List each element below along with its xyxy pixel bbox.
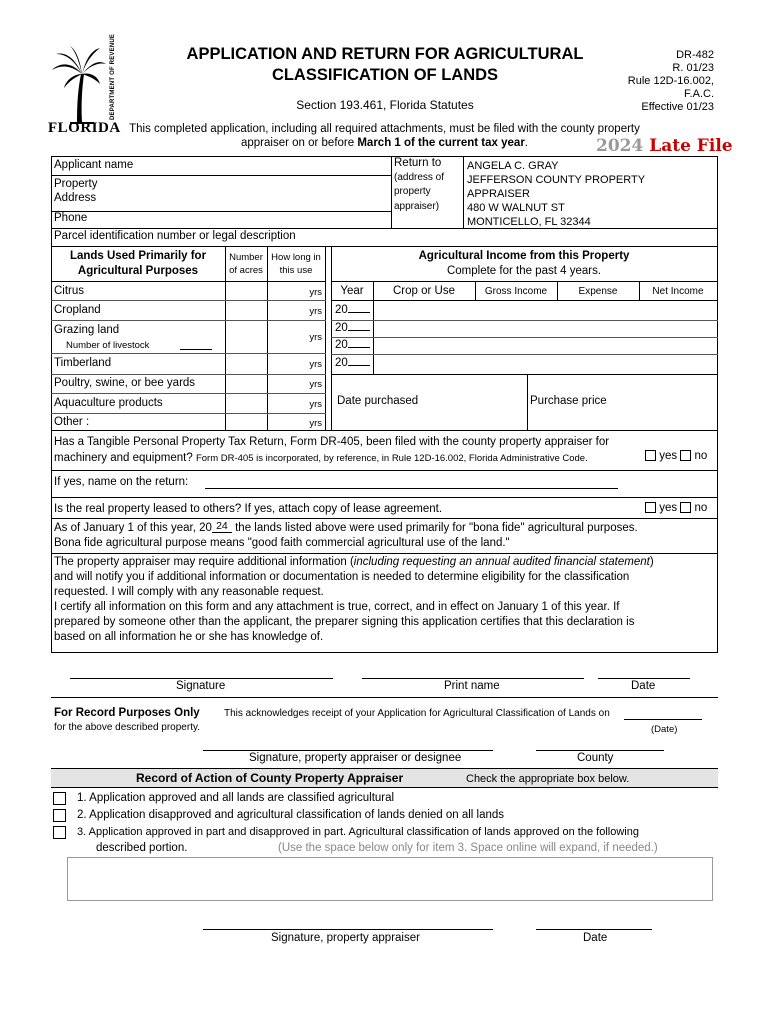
appraiser-address-block: ANGELA C. GRAY JEFFERSON COUNTY PROPERTY APPRAISER 480 W WALNUT ST MONTICELLO, FL 32344	[467, 160, 646, 228]
year-field[interactable]: 24	[212, 520, 232, 533]
divider	[51, 553, 718, 554]
bona-fide-definition: Bona fide agricultural purpose means "good faith commercial agricultural use of the land."	[54, 537, 510, 549]
dept-vertical-text: DEPARTMENT OF REVENUE	[110, 33, 116, 120]
leased-question: Is the real property leased to others? If yes, attach copy of lease agreement.	[54, 503, 443, 515]
return-to-note: appraiser)	[394, 201, 440, 212]
receipt-date-line[interactable]	[624, 719, 702, 720]
partial-approval-checkbox[interactable]	[53, 826, 66, 839]
divider	[51, 430, 718, 431]
receipt-date-label: (Date)	[651, 724, 678, 735]
county-label: County	[577, 752, 614, 764]
divider	[331, 320, 718, 321]
divider	[51, 246, 718, 247]
divider	[639, 281, 640, 301]
signature-line[interactable]	[70, 678, 333, 679]
final-signature-line[interactable]	[203, 929, 493, 930]
leased-options[interactable]: yes no	[645, 502, 707, 514]
livestock-field[interactable]	[180, 349, 212, 350]
certification-text: The property appraiser may require additional information (including requesting an annual audited financial statement) and will notify you if additional information or documentation is needed to determine eligibility for the classification requested. I will comply with any reasonable request. I certify all information on this form and any attachment is true, correct, and in effect on January 1 of this year. If prepared by someone other than the applicant, the preparer signing this application certifies that this declaration is based on all information he or she has knowledge of.	[54, 556, 654, 643]
signature-label: Signature	[176, 680, 226, 692]
action-item-2: 2. Application disapproved and agricultural classification of lands denied on all lands	[77, 809, 505, 821]
divider	[331, 337, 718, 338]
divider	[51, 470, 718, 471]
years-unit: yrs	[309, 418, 322, 429]
divider	[51, 393, 326, 394]
year-row-2: 20	[335, 322, 370, 334]
divider	[51, 353, 326, 354]
tpp-question: Has a Tangible Personal Property Tax Return, Form DR-405, been filed with the county property appraiser for	[54, 436, 610, 448]
form-right-border	[717, 156, 718, 652]
divider	[51, 413, 326, 414]
action-check-note: Check the appropriate box below.	[466, 773, 630, 785]
divider	[51, 697, 718, 698]
divider	[325, 246, 326, 430]
date-label: Date	[631, 680, 656, 692]
statute-reference: Section 193.461, Florida Statutes	[296, 98, 474, 112]
divider	[331, 281, 718, 282]
date-purchased-label: Date purchased	[337, 395, 419, 407]
form-identifier: DR-482 R. 01/23 Rule 12D-16.002, F.A.C. Effective 01/23	[627, 49, 714, 113]
checkbox[interactable]	[645, 450, 656, 461]
appraiser-signature-label: Signature, property appraiser or designee	[249, 752, 462, 764]
land-label-timberland: Timberland	[54, 357, 112, 369]
applicant-name-label: Applicant name	[54, 159, 134, 171]
tpp-yes-option[interactable]: yes no	[645, 450, 707, 462]
parcel-field[interactable]	[320, 229, 716, 245]
years-unit: yrs	[309, 399, 322, 410]
land-label-poultry: Poultry, swine, or bee yards	[54, 377, 196, 389]
action-item-1: 1. Application approved and all lands are classified agricultural	[77, 792, 395, 804]
divider	[51, 175, 391, 176]
form-left-border	[51, 156, 52, 652]
year-row-4: 20	[335, 357, 370, 369]
name-on-return-label: If yes, name on the return:	[54, 476, 189, 488]
print-name-line[interactable]	[362, 678, 584, 679]
receipt-acknowledgement: This acknowledges receipt of your Application for Agricultural Classification of Lands on	[224, 708, 610, 719]
final-date-line[interactable]	[536, 929, 652, 930]
page-title: APPLICATION AND RETURN FOR AGRICULTURAL CLASSIFICATION OF LANDS	[186, 45, 584, 84]
years-unit: yrs	[309, 287, 322, 298]
action-item-3-cont: described portion.	[96, 842, 188, 854]
divider	[331, 354, 718, 355]
parcel-label: Parcel identification number or legal description	[54, 230, 296, 242]
land-label-aquaculture: Aquaculture products	[54, 397, 163, 409]
years-unit: yrs	[309, 306, 322, 317]
divider	[51, 374, 326, 375]
divider	[463, 156, 464, 228]
checkbox[interactable]	[645, 502, 656, 513]
action-item-3: 3. Application approved in part and disapproved in part. Agricultural classification of lands approved on the following	[77, 826, 639, 838]
col-expense: Expense	[578, 286, 618, 297]
divider	[475, 281, 476, 301]
col-year: Year	[340, 285, 364, 297]
livestock-label: Number of livestock	[66, 340, 150, 351]
land-label-cropland: Cropland	[54, 304, 101, 316]
divider	[51, 652, 718, 653]
tpp-question-line2: machinery and equipment? Form DR-405 is incorporated, by reference, in Rule 12D-16.002, Florida Administrative Code.	[54, 452, 588, 464]
divider	[51, 518, 718, 519]
bona-fide-statement: As of January 1 of this year, 20 24 the lands listed above were used primarily for "bona fide" agricultural purposes.	[54, 520, 638, 534]
action-title: Record of Action of County Property Appraiser	[136, 771, 404, 785]
divider	[557, 281, 558, 301]
form-top-border	[51, 156, 718, 157]
palm-tree-logo	[50, 44, 114, 124]
divider	[391, 156, 392, 228]
florida-wordmark: FLORIDA	[48, 120, 121, 136]
county-line[interactable]	[536, 750, 664, 751]
checkbox[interactable]	[680, 502, 691, 513]
acres-header: Number of acres	[229, 252, 263, 276]
described-portion-field[interactable]	[67, 857, 713, 901]
divider	[51, 320, 326, 321]
divider	[51, 281, 326, 282]
purchase-price-label: Purchase price	[530, 395, 607, 407]
years-unit: yrs	[309, 379, 322, 390]
return-to-note: (address of	[394, 172, 445, 183]
income-header: Agricultural Income from this Property Complete for the past 4 years.	[418, 250, 630, 277]
property-label: Property	[54, 178, 98, 190]
return-to-note: property	[394, 186, 431, 197]
lands-header: Lands Used Primarily for Agricultural Purposes	[69, 250, 207, 277]
appraiser-signature-line[interactable]	[203, 750, 493, 751]
record-for-above: for the above described property.	[54, 722, 201, 733]
years-unit: yrs	[309, 359, 322, 370]
land-label-grazing: Grazing land	[54, 324, 120, 336]
divider	[331, 374, 718, 375]
final-signature-label: Signature, property appraiser	[271, 932, 420, 944]
logo	[48, 33, 121, 136]
phone-label: Phone	[54, 212, 88, 224]
col-net: Net Income	[652, 286, 704, 297]
phone-field[interactable]	[100, 212, 390, 227]
approved-all-checkbox[interactable]	[53, 792, 66, 805]
howlong-header: How long in this use	[271, 252, 321, 276]
divider	[331, 300, 718, 301]
checkbox[interactable]	[680, 450, 691, 461]
name-on-return-field[interactable]	[205, 488, 618, 489]
years-unit: yrs	[309, 332, 322, 343]
divider	[373, 281, 374, 374]
divider	[51, 497, 718, 498]
print-name-label: Print name	[444, 680, 500, 692]
filing-instructions: This completed application, including all required attachments, must be filed with the county property appraiser on or before March 1 of the current tax year.	[129, 123, 640, 149]
divider	[51, 300, 326, 301]
col-crop: Crop or Use	[393, 285, 455, 297]
divider	[527, 374, 528, 430]
year-row-1: 20	[335, 304, 370, 316]
address-label: Address	[54, 192, 97, 204]
year-row-3: 20	[335, 339, 370, 351]
final-date-label: Date	[583, 932, 608, 944]
applicant-name-field[interactable]	[150, 158, 390, 174]
date-line[interactable]	[598, 678, 690, 679]
land-label-other: Other :	[54, 416, 90, 428]
col-gross: Gross Income	[484, 286, 548, 297]
record-purposes-title: For Record Purposes Only	[54, 707, 200, 719]
land-label-citrus: Citrus	[54, 285, 85, 297]
late-file-stamp: 2024 Late File	[596, 136, 733, 156]
action-item-3-note: (Use the space below only for item 3. Space online will expand, if needed.)	[278, 842, 658, 854]
property-address-field[interactable]	[110, 177, 390, 209]
disapproved-all-checkbox[interactable]	[53, 809, 66, 822]
return-to-label: Return to	[394, 157, 442, 169]
